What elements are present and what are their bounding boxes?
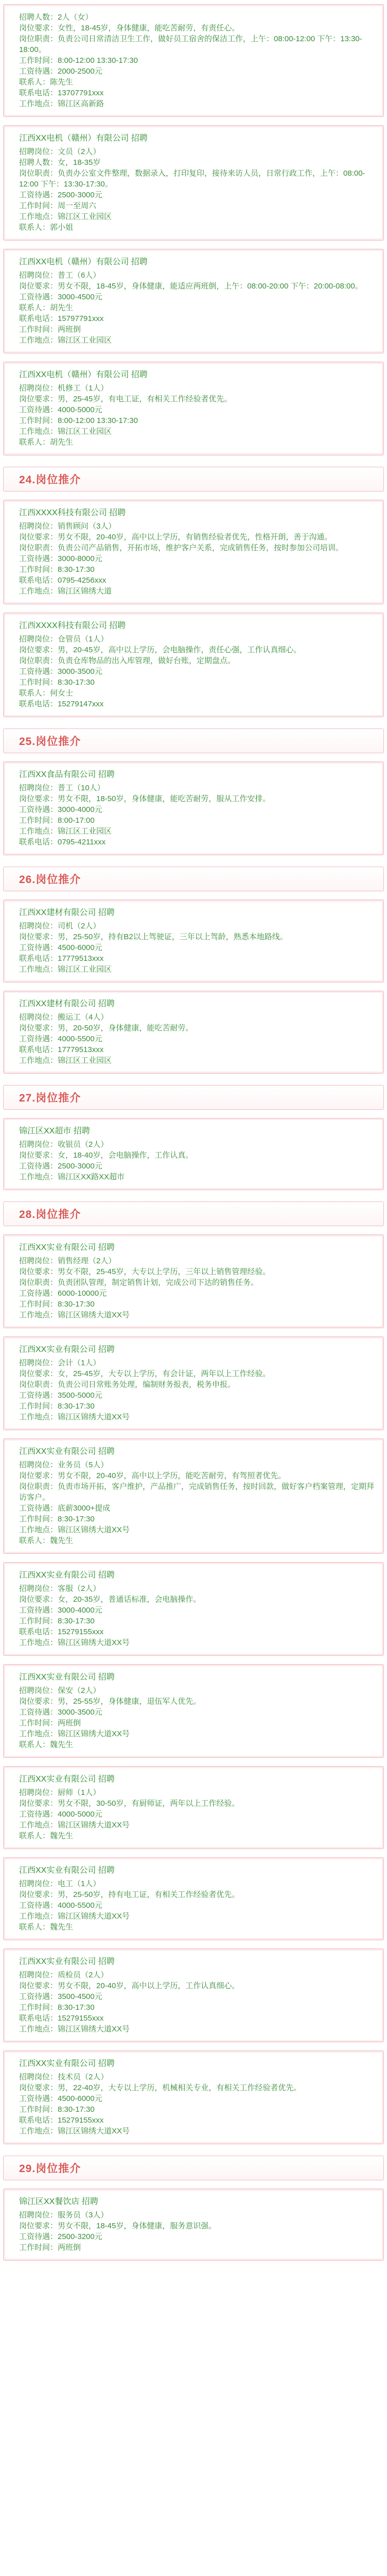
job-detail-line: 工资待遇：3500-4500元 (19, 1992, 102, 2001)
job-card (3, 1948, 384, 2042)
company-name: 锦江区XX超市 招聘 (19, 1127, 90, 1136)
job-detail-line: 招聘岗位：质检员（2人） (19, 1971, 109, 1979)
company-name: 江西XX建材有限公司 招聘 (19, 999, 115, 1008)
job-detail-line: 岗位要求：男女不限，18-45岁，身体健康，服务意识强。 (19, 2222, 217, 2230)
job-detail-line: 岗位职责：负责公司产品销售，开拓市场，维护客户关系，完成销售任务，按时参加公司培训。 (19, 544, 344, 552)
section-header (3, 467, 384, 492)
job-detail-line: 岗位要求：男，25-45岁，有电工证，有相关工作经验者优先。 (19, 395, 232, 403)
company-name: 江西XX食品有限公司 招聘 (19, 770, 115, 779)
job-detail-line: 招聘岗位：普工（10人） (19, 784, 105, 792)
job-card (3, 1234, 384, 1328)
job-detail-line: 工作地点：锦江区锦绣大道XX号 (19, 2127, 130, 2136)
job-detail-line: 联系电话：0795-4256xxx (19, 576, 107, 585)
section-title: 28.岗位推介 (19, 1209, 81, 1221)
job-detail-line: 工作时间：两班倒 (19, 1719, 81, 1727)
job-detail-line: 岗位要求：男，20-50岁，身体健康，能吃苦耐劳。 (19, 1024, 194, 1032)
job-detail-line: 岗位职责：负责办公室文件整理，数据录入，打印复印，接待来访人员，日常行政工作，上午：08:00-12:00 下午：13:30-17:30。 (19, 169, 365, 189)
job-detail-line: 工作地点：锦江区高新路 (19, 99, 104, 108)
job-detail-line: 岗位要求：男女不限，18-45岁，身体健康，能适应两班倒，上午：08:00-20:00 下午：20:00-08:00。 (19, 282, 363, 291)
job-card (3, 1562, 384, 1656)
section-title: 27.岗位推介 (19, 1092, 81, 1104)
job-detail-line: 招聘岗位：普工（6人） (19, 271, 101, 280)
job-detail-line: 工作地点：锦江区工业园区 (19, 212, 112, 221)
job-detail-line: 招聘岗位：文员（2人） (19, 147, 101, 156)
job-detail-line: 工作地点：锦江区锦绣大道XX号 (19, 1413, 130, 1421)
job-card (3, 2050, 384, 2144)
job-detail-line: 工作地点：锦江区锦绣大道XX号 (19, 1730, 130, 1738)
job-detail-line: 工资待遇：底薪3000+提成 (19, 1504, 111, 1513)
company-name: 江西XX实业有限公司 招聘 (19, 1243, 115, 1252)
job-detail-line: 工作时间：8:30-17:30 (19, 565, 95, 574)
job-detail-line: 工作时间：8:30-17:30 (19, 1617, 95, 1625)
job-detail-line: 联系人：魏先生 (19, 1536, 74, 1545)
job-card (3, 1664, 384, 1758)
job-card (3, 1766, 384, 1849)
job-detail-line: 工资待遇：3000-4500元 (19, 293, 102, 301)
job-detail-line: 岗位要求：男，25-50岁，持有B2以上驾驶证，三年以上驾龄，熟悉本地路线。 (19, 933, 288, 941)
section-header (3, 2156, 384, 2180)
job-detail-line: 联系电话：17779513xxx (19, 954, 104, 963)
job-detail-line: 工作时间：8:30-17:30 (19, 678, 95, 687)
job-detail-line: 工资待遇：3000-4000元 (19, 1606, 102, 1615)
job-detail-line: 联系电话：0795-4211xxx (19, 838, 106, 846)
job-card (3, 613, 384, 717)
job-detail-line: 联系电话：15279155xxx (19, 2014, 104, 2023)
job-card (3, 249, 384, 353)
job-card (3, 900, 384, 982)
company-name: 江西XX建材有限公司 招聘 (19, 908, 115, 917)
job-detail-line: 工作地点：锦江区锦绣大道XX号 (19, 1821, 130, 1829)
job-detail-line: 工资待遇：4500-6000元 (19, 2094, 102, 2103)
job-detail-line: 工作时间：8:00-17:00 (19, 816, 95, 825)
job-detail-line: 招聘岗位：销售经理（2人） (19, 1257, 116, 1265)
job-detail-line: 联系人：何女士 (19, 689, 74, 698)
job-detail-line: 工资待遇：4000-5500元 (19, 1035, 102, 1043)
job-detail-line: 工资待遇：3500-5000元 (19, 1391, 102, 1400)
section-title: 24.岗位推介 (19, 474, 81, 486)
job-detail-line: 工作地点：锦江区工业园区 (19, 336, 112, 345)
job-detail-line: 工资待遇：3000-4000元 (19, 805, 102, 814)
company-name: 江西XX实业有限公司 招聘 (19, 1571, 115, 1580)
job-detail-line: 岗位要求：女性，18-45岁，身体健康，能吃苦耐劳，有责任心。 (19, 24, 240, 32)
job-card (3, 991, 384, 1074)
job-card (3, 1857, 384, 1940)
job-card (3, 4, 384, 117)
job-detail-line: 岗位要求：男女不限，30-50岁，有厨师证，两年以上工作经验。 (19, 1799, 240, 1808)
job-detail-line: 工作地点：锦江区锦绣大道XX号 (19, 1912, 130, 1921)
job-detail-line: 岗位职责：负责团队管理，制定销售计划，完成公司下达的销售任务。 (19, 1278, 259, 1287)
company-name: 江西XX实业有限公司 招聘 (19, 1673, 115, 1682)
job-detail-line: 工作地点：锦江区工业园区 (19, 827, 112, 836)
job-detail-line: 工资待遇：6000-10000元 (19, 1289, 107, 1298)
company-name: 江西XXXX科技有限公司 招聘 (19, 621, 126, 630)
job-detail-line: 工资待遇：2000-2500元 (19, 67, 102, 76)
job-detail-line: 岗位要求：男，20-45岁，高中以上学历，会电脑操作，责任心强，工作认真细心。 (19, 646, 302, 654)
job-detail-line: 工作时间：8:30-17:30 (19, 1300, 95, 1309)
job-detail-line: 岗位要求：女，20-35岁，普通话标准，会电脑操作。 (19, 1595, 201, 1604)
section-title: 25.岗位推介 (19, 736, 81, 748)
job-detail-line: 招聘岗位：服务员（3人） (19, 2211, 109, 2219)
section-title: 26.岗位推介 (19, 874, 81, 886)
job-detail-line: 工作地点：锦江区锦绣大道XX号 (19, 1311, 130, 1319)
job-detail-line: 岗位职责：负责公司日常账务处理，编制财务报表，税务申报。 (19, 1380, 236, 1389)
company-name: 江西XXXX科技有限公司 招聘 (19, 509, 126, 517)
job-detail-line: 岗位要求：男女不限，20-40岁，高中以上学历，能吃苦耐劳，有驾照者优先。 (19, 1471, 286, 1480)
job-detail-line: 招聘岗位：厨师（1人） (19, 1788, 101, 1797)
job-detail-line: 岗位要求：男女不限，20-40岁，高中以上学历，工作认真细心。 (19, 1981, 240, 1990)
job-detail-line: 联系电话：15797791xxx (19, 314, 104, 323)
job-detail-line: 联系人：陈先生 (19, 78, 74, 87)
company-name: 江西XX实业有限公司 招聘 (19, 1866, 115, 1875)
job-detail-line: 招聘岗位：客服（2人） (19, 1584, 101, 1593)
job-detail-line: 招聘岗位：机修工（1人） (19, 384, 109, 393)
job-detail-line: 招聘岗位：搬运工（4人） (19, 1013, 109, 1022)
job-detail-line: 岗位要求：男女不限，20-40岁，高中以上学历，有销售经验者优先，性格开朗，善于沟通。 (19, 533, 332, 541)
job-detail-line: 岗位要求：男，25-55岁，身体健康，退伍军人优先。 (19, 1697, 201, 1706)
job-detail-line: 工资待遇：3000-3500元 (19, 1708, 102, 1717)
job-detail-line: 工资待遇：2500-3000元 (19, 1162, 102, 1171)
section-header (3, 1085, 384, 1110)
job-card (3, 362, 384, 455)
company-name: 江西XX实业有限公司 招聘 (19, 1345, 115, 1354)
job-detail-line: 工资待遇：3000-3500元 (19, 667, 102, 676)
job-detail-line: 招聘岗位：保安（2人） (19, 1686, 101, 1695)
company-name: 江西XX实业有限公司 招聘 (19, 1447, 115, 1456)
job-detail-line: 招聘岗位：会计（1人） (19, 1359, 101, 1367)
section-title: 29.岗位推介 (19, 2163, 81, 2175)
job-detail-line: 工资待遇：4000-5500元 (19, 1901, 102, 1910)
job-detail-line: 岗位要求：男女不限，18-50岁，身体健康，能吃苦耐劳，服从工作安排。 (19, 794, 271, 803)
job-detail-line: 联系人：魏先生 (19, 1923, 74, 1931)
job-detail-line: 招聘人数：2人（女） (19, 13, 93, 22)
job-detail-line: 岗位要求：男，25-50岁，持有电工证，有相关工作经验者优先。 (19, 1890, 240, 1899)
job-card (3, 761, 384, 855)
job-detail-line: 联系人：胡先生 (19, 438, 74, 447)
job-detail-line: 联系人：魏先生 (19, 1740, 74, 1749)
job-detail-line: 联系人：郭小姐 (19, 223, 74, 232)
job-detail-line: 岗位要求：女，25-45岁，大专以上学历，有会计证，两年以上工作经验。 (19, 1369, 271, 1378)
job-detail-line: 岗位职责：负责公司日常清洁卫生工作，做好员工宿舍的保洁工作，上午：08:00-12:00 下午：13:30-18:00。 (19, 35, 362, 54)
job-detail-line: 工作时间：两班倒 (19, 325, 81, 334)
job-detail-line: 工作时间：8:30-17:30 (19, 1515, 95, 1523)
job-detail-line: 招聘岗位：仓管员（1人） (19, 635, 109, 643)
company-name: 江西XX电机（赣州）有限公司 招聘 (19, 134, 148, 143)
company-name: 江西XX电机（赣州）有限公司 招聘 (19, 370, 148, 379)
job-detail-line: 联系电话：15279155xxx (19, 1628, 104, 1636)
company-name: 江西XX电机（赣州）有限公司 招聘 (19, 258, 148, 266)
job-detail-line: 工作时间：两班倒 (19, 2243, 81, 2252)
job-detail-line: 招聘岗位：收银员（2人） (19, 1140, 109, 1149)
job-detail-line: 招聘人数：女，18-35岁 (19, 158, 101, 167)
job-detail-line: 工资待遇：4000-5000元 (19, 1810, 102, 1819)
job-detail-line: 岗位职责：负责市场开拓，客户维护，产品推广，完成销售任务，按时回款，做好客户档案管理，定期拜访客户。 (19, 1482, 375, 1502)
job-detail-line: 工作时间：8:30-17:30 (19, 1402, 95, 1411)
job-detail-line: 联系电话：17779513xxx (19, 1045, 104, 1054)
job-detail-line: 工作地点：锦江区工业园区 (19, 965, 112, 974)
job-detail-line: 招聘岗位：电工（1人） (19, 1879, 101, 1888)
section-header (3, 1201, 384, 1226)
job-card (3, 500, 384, 604)
job-detail-line: 工资待遇：2500-3000元 (19, 191, 102, 199)
job-detail-line: 工作地点：锦江区锦绣大道XX号 (19, 2025, 130, 2033)
job-detail-line: 岗位职责：负责仓库物品的出入库管理，做好台账，定期盘点。 (19, 656, 236, 665)
job-detail-line: 招聘岗位：司机（2人） (19, 922, 101, 930)
job-detail-line: 联系人：魏先生 (19, 1832, 74, 1840)
job-detail-line: 招聘岗位：业务员（5人） (19, 1461, 109, 1469)
job-detail-line: 岗位要求：男女不限，25-45岁，大专以上学历，三年以上销售管理经验。 (19, 1267, 271, 1276)
job-detail-line: 岗位要求：女，18-40岁，会电脑操作，工作认真。 (19, 1151, 194, 1160)
job-detail-line: 工作时间：8:00-12:00 13:30-17:30 (19, 416, 138, 425)
company-name: 锦江区XX餐饮店 招聘 (19, 2197, 98, 2206)
job-detail-line: 工作地点：锦江区工业园区 (19, 427, 112, 436)
job-card (3, 125, 384, 241)
company-name: 江西XX实业有限公司 招聘 (19, 1957, 115, 1966)
job-detail-line: 工资待遇：4000-5000元 (19, 405, 102, 414)
job-detail-line: 招聘岗位：技术员（2人） (19, 2073, 109, 2081)
job-detail-line: 工作地点：锦江区工业园区 (19, 1056, 112, 1065)
job-detail-line: 联系电话：13707791xxx (19, 89, 104, 97)
job-detail-line: 工作地点：锦江区XX路XX超市 (19, 1173, 125, 1181)
job-detail-line: 岗位要求：男，22-40岁，大专以上学历，机械相关专业，有相关工作经验者优先。 (19, 2083, 302, 2092)
job-detail-line: 联系电话：15279147xxx (19, 700, 104, 708)
job-detail-line: 工资待遇：4500-6000元 (19, 943, 102, 952)
job-card (3, 2189, 384, 2261)
job-detail-line: 工作时间：8:00-12:00 13:30-17:30 (19, 56, 138, 65)
job-detail-line: 工作地点：锦江区锦绣大道XX号 (19, 1526, 130, 1534)
section-header (3, 728, 384, 753)
company-name: 江西XX实业有限公司 招聘 (19, 1775, 115, 1784)
job-detail-line: 工资待遇：3000-8000元 (19, 554, 102, 563)
job-card (3, 1336, 384, 1430)
job-card (3, 1438, 384, 1554)
job-detail-line: 联系人：胡先生 (19, 303, 74, 312)
job-detail-line: 工作地点：锦江区锦绣大道XX号 (19, 1638, 130, 1647)
job-detail-line: 工作时间：周一至周六 (19, 201, 97, 210)
job-detail-line: 工作地点：锦江区锦绣大道 (19, 587, 112, 596)
job-detail-line: 工作时间：8:30-17:30 (19, 2003, 95, 2012)
job-detail-line: 联系电话：15279155xxx (19, 2116, 104, 2125)
job-card (3, 1118, 384, 1190)
job-detail-line: 工作时间：8:30-17:30 (19, 2105, 95, 2114)
section-header (3, 867, 384, 891)
job-detail-line: 招聘岗位：销售顾问（3人） (19, 522, 116, 531)
company-name: 江西XX实业有限公司 招聘 (19, 2059, 115, 2068)
job-detail-line: 工资待遇：2500-3200元 (19, 2232, 102, 2241)
